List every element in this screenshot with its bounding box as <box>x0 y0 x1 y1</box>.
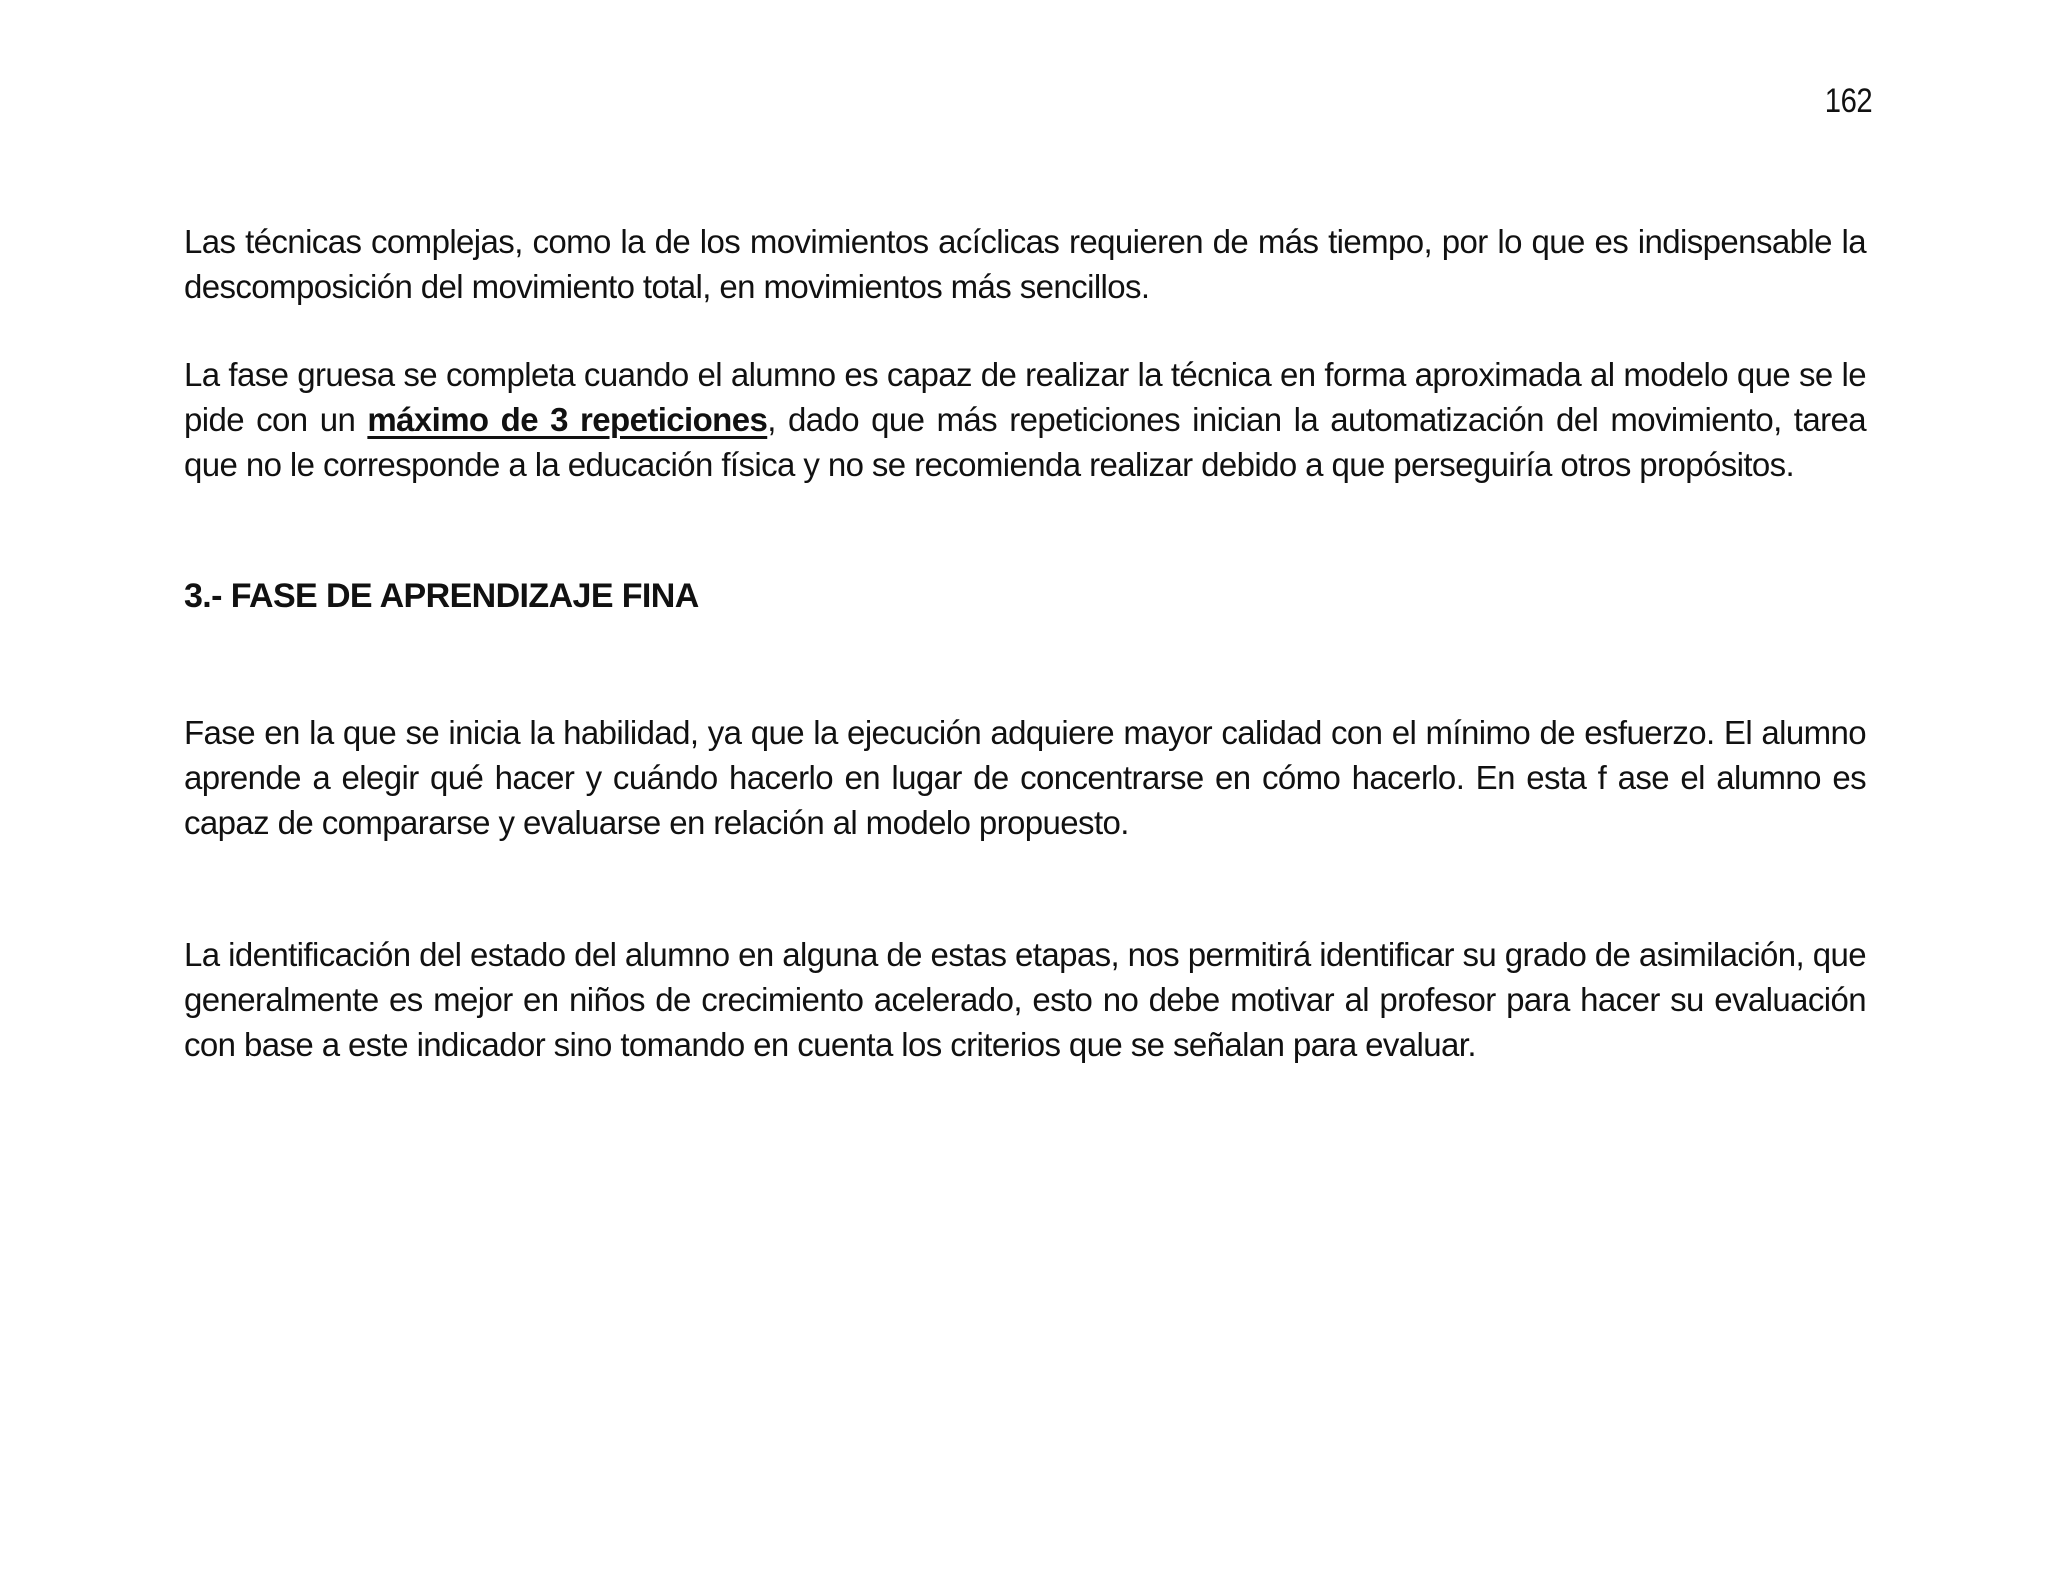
page-number: 162 <box>1824 82 1872 120</box>
paragraph-complex-techniques: Las técnicas complejas, como la de los movimientos acíclicas requieren de más tiempo, por lo que es indispensable la descomposición del movimiento total, en movimientos más sencillos. <box>184 223 1866 305</box>
emphasis-max-repetitions: máximo de 3 repeticiones <box>367 401 768 438</box>
paragraph-fine-phase: Fase en la que se inicia la habilidad, ya que la ejecución adquiere mayor calidad con el mínimo de esfuerzo. El alumno aprende a elegir qué hacer y cuándo hacerlo en lugar de concentrarse en cómo hacerlo. En esta f ase el alumno es capaz de compararse y evaluarse en relación al modelo propuesto. <box>184 714 1866 841</box>
paragraph-identification: La identificación del estado del alumno en alguna de estas etapas, nos permitirá identificar su grado de asimilación, que generalmente es mejor en niños de crecimiento acelerado, esto no debe motivar al profesor para hacer su evaluación con base a este indicador sino tomando en cuenta los criterios que se señalan para evaluar. <box>184 936 1866 1063</box>
paragraph-coarse-phase-text-start: La fase gruesa se completa cuando el alumno es capaz de realizar la técnica en forma aproximada al modelo que se le pide con un <box>184 356 1866 438</box>
paragraph-coarse-phase <box>184 352 1866 487</box>
paragraph-coarse-phase-text-end: , dado que más repeticiones inician la automatización del movimiento, tarea que no le corresponde a la educación física y no se recomienda realizar debido a que perseguiría otros propósitos. <box>184 401 1867 483</box>
section-heading: 3.- FASE DE APRENDIZAJE FINA <box>184 577 699 615</box>
